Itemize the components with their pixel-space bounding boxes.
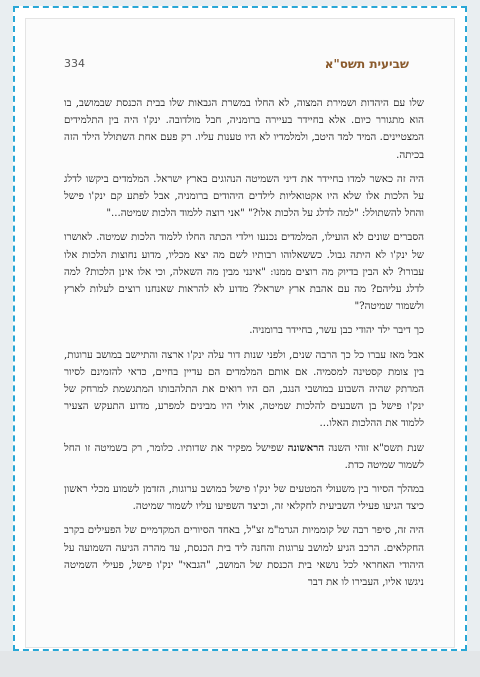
page-number: 334 xyxy=(64,57,85,70)
paragraph-5: אבל מאז עברו כל כך הרבה שנים, ולפני שנות דור עלה ינק'ו ארצה והתיישב במושב ערוגות, בין צומת קסטינה למסמיה. אם אותם המלמדים הם עדיין בחיים, כדאי להזמינם לסיור המרתק שהיה השבוע במושבי הנגב, הם היו רואים את התלהבותו המתגשמת למרחק של ינק'ו פישל בן השבעים להלכות שמיטה, אולי היו מבינים למפרע, מדוע התעקש הצעיר ללמוד את ההלכות האלו... xyxy=(64,349,424,430)
viewer-bottom-strip xyxy=(0,651,480,677)
paragraph-6 xyxy=(64,440,424,474)
paragraph-3: הסברים שונים לא הועילו, המלמדים נכנעו וילדי הכתה החלו ללמוד הלכות שמיטה. לאושרו של ינק'ו לא היתה גבול. כששאלוהו רבותיו לשם מה יצא מכליו, מדוע נחוצות הלכות אלו עבורו? לא הבין בדיוק מה רוצים ממנו: "אינני מבין מה השאלה, וכי אלו אינן הלכות? למה לדלג עליהם? מה עם אהבת ארץ ישראל? מדוע לא להראות שאנחנו רוצים לעלות לארץ ולשמור שמיטה?" xyxy=(64,232,424,313)
paragraph-2: היה זה כאשר למדו בחיידר את דיני השמיטה הנהוגים בארץ ישראל. המלמדים ביקשו לדלג על הלכות אלו שלא היו אקטואליות לילדים היהודים ברומניה, אבל לפתע קם ינק'ו פישל והחל להשתולל: "למה לדלג על הלכות אלו?" "אני רוצה ללמוד הלכות שמיטה..." xyxy=(64,173,424,220)
paragraph-7: במהלך הסיור בין משעולי המטעים של ינק'ו פישל במושב ערוגות, הזדמן לשמוע מכלי ראשון כיצד הגיעו פעילי השביעית לחקלאי זה, וכיצד השפיעו עליו לשמור שמיטה. xyxy=(64,484,424,513)
paragraph-6-rest: שפישל מפקיר את שדותיו. כלומר, רק בשמיטה זו החל לשמור שמיטה כדת. xyxy=(64,442,424,471)
page-body xyxy=(64,95,424,598)
page-header xyxy=(64,57,409,73)
paragraph-6-lead: שנת תשס"א זוהי השנה xyxy=(324,442,424,454)
running-title: שביעית תשס"א xyxy=(324,57,409,71)
emphasis-first-year: הראשונה xyxy=(287,441,325,454)
page-frame xyxy=(13,6,467,651)
paragraph-1: שלו עם היהדות ושמירת המצוה, לא החלו במשרת הגבאות שלו בבית הכנסת שבמושב, בו הוא מתגורר כיום. אלא בחיידר בעיירה ברומניה, חבל מולדובה. ינק'ו היה בין התלמידים המצטיינים. המיד למד היטב, ולמלמדיו לא היו טענות עליו. רק פעם אחת השתולל הילד הזה בכיתה. xyxy=(64,98,424,161)
paragraph-4: כך דיבר ילד יהודי כבן עשר, בחיידר ברומניה. xyxy=(249,325,424,337)
paragraph-8: היה זה, סיפר רבה של קוממיות הגרמ"מ זצ"ל, באחד הסיורים המקדמיים של הפעילים בקרב החקלאים. הרכב הגיע למושב ערוגות והחנה ליד בית הכנסת, עד מהרה הגיעה השמועה על היהודי האחראי לכל נושאי בית הכנסת של המושב, "הגבאי" ינק'ו פישל, פעילי השמיטה ניגשו אליו, העבירו לו את דבר xyxy=(64,525,424,589)
book-page xyxy=(25,18,455,648)
